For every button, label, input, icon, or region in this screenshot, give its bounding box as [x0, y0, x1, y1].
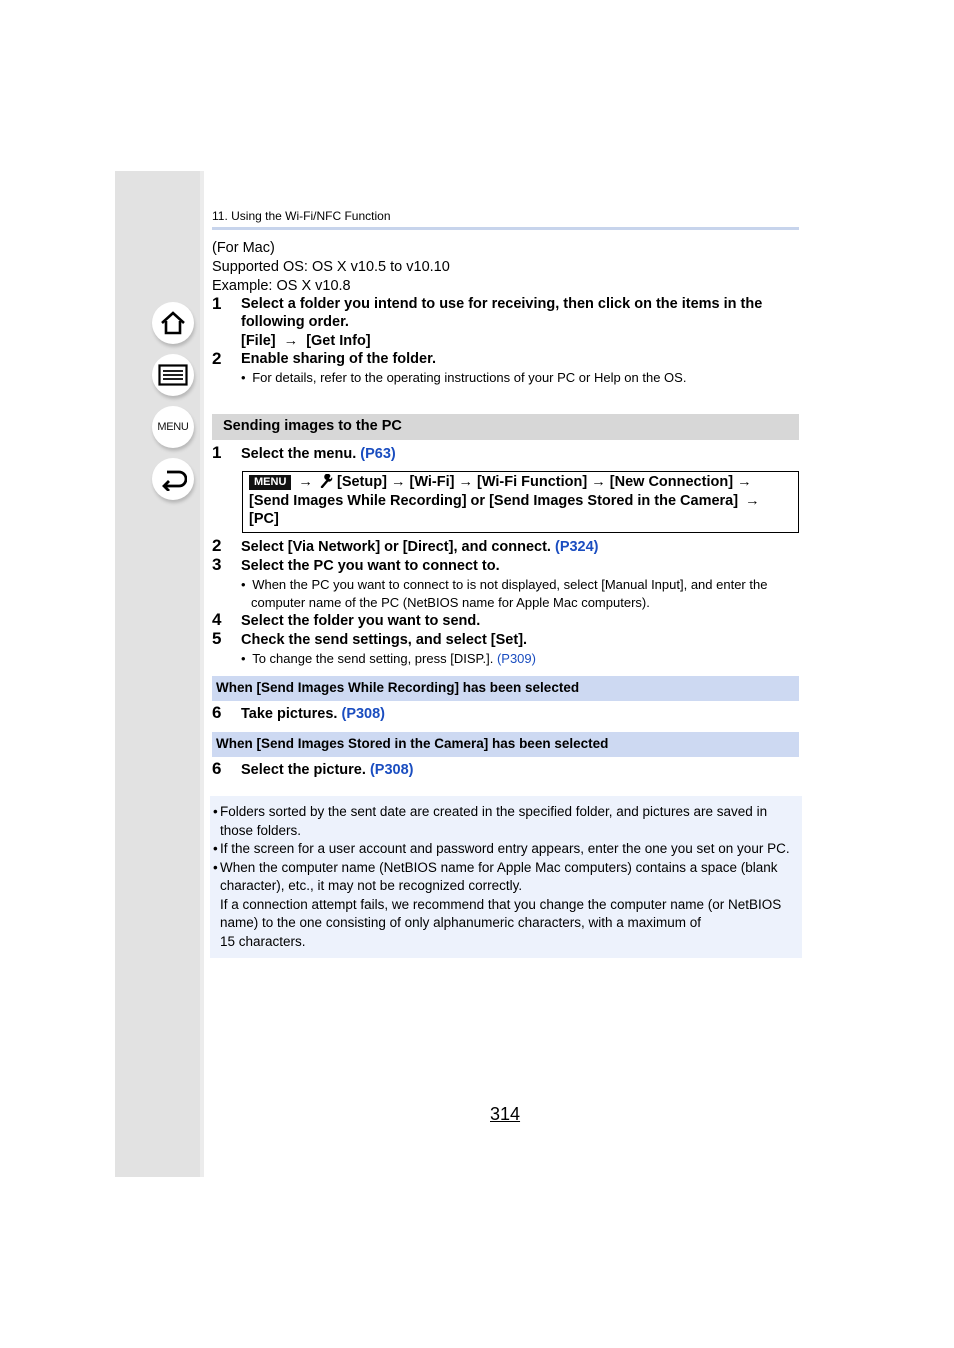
step-4-text: Select the folder you want to send.	[241, 613, 481, 629]
while-recording-bar	[212, 676, 799, 701]
notes-box	[210, 796, 802, 958]
note-text: those folders.	[220, 823, 302, 838]
step-6-text: Select the picture.	[241, 762, 366, 778]
wifi-function-menu: [Wi-Fi Function]	[477, 474, 588, 490]
arrow-icon: →	[298, 474, 313, 490]
mac-step-number: 1	[212, 294, 222, 313]
mac-step-2-bullet	[241, 370, 686, 385]
note-text: 15 characters.	[220, 934, 306, 949]
contents-button[interactable]	[152, 354, 194, 396]
step-3-text: Select the PC you want to connect to.	[241, 558, 500, 574]
arrow-icon: →	[737, 474, 752, 490]
stored-images-title: When [Send Images Stored in the Camera] has been selected	[216, 736, 609, 751]
stored-images-bar	[212, 732, 799, 757]
step-number: 5	[212, 629, 222, 648]
header-rule	[212, 227, 799, 230]
get-info-menu-item: [Get Info]	[306, 333, 371, 349]
step-5-bullet	[241, 651, 536, 666]
arrow-icon: →	[591, 474, 606, 490]
page-number: 314	[490, 1104, 521, 1124]
bullet: •	[213, 860, 218, 875]
list-icon	[158, 364, 188, 386]
bullet: •	[241, 577, 246, 592]
wifi-menu: [Wi-Fi]	[409, 474, 455, 490]
step-number: 4	[212, 610, 222, 629]
mac-supported-os: Supported OS: OS X v10.5 to v10.10	[212, 259, 450, 275]
while-recording-title: When [Send Images While Recording] has been selected	[216, 680, 580, 695]
page-link-p324[interactable]: (P324)	[554, 539, 599, 555]
chapter-header: 11. Using the Wi-Fi/NFC Function	[212, 209, 391, 223]
bullet: •	[241, 651, 246, 666]
arrow-icon: →	[745, 493, 760, 509]
note-text: If a connection attempt fails, we recommend that you change the computer name (or NetBIOS	[220, 897, 782, 912]
section-title: Sending images to the PC	[223, 418, 402, 434]
menu-path-line-2	[249, 493, 760, 509]
arrow-icon: →	[283, 333, 299, 349]
mac-step-1-text-cont: following order.	[241, 314, 349, 330]
step-number: 6	[212, 703, 222, 722]
setup-menu: [Setup]	[336, 474, 387, 490]
note-text: Folders sorted by the sent date are created in the specified folder, and pictures are saved in	[220, 804, 768, 819]
back-button[interactable]	[152, 458, 194, 500]
note-text: When the computer name (NetBIOS name for Apple Mac computers) contains a space (blank	[220, 860, 778, 875]
page-link-p63[interactable]: (P63)	[360, 446, 396, 462]
step-number: 3	[212, 555, 222, 574]
page-link-p308[interactable]: (P308)	[369, 762, 414, 778]
menu-path-line-1	[249, 474, 752, 490]
section-title-bar	[212, 414, 799, 440]
step-number: 6	[212, 759, 222, 778]
step-1-text: Select the menu.	[241, 446, 357, 462]
step-1	[241, 446, 396, 462]
bullet-text: When the PC you want to connect to is not displayed, select [Manual Input], and enter the	[252, 577, 768, 592]
step-6-take-pictures	[241, 706, 385, 722]
step-5-text: Check the send settings, and select [Set].	[241, 632, 528, 648]
wrench-icon	[320, 474, 333, 488]
bullet-text: For details, refer to the operating instructions of your PC or Help on the OS.	[252, 370, 687, 385]
pc-menu: [PC]	[249, 511, 279, 527]
bullet: •	[241, 370, 246, 385]
step-3-bullet	[241, 577, 767, 592]
mac-step-1-path	[241, 333, 371, 349]
menu-badge: MENU	[249, 475, 291, 490]
step-6-text: Take pictures.	[241, 706, 338, 722]
step-number: 2	[212, 536, 222, 555]
step-2-text: Select [Via Network] or [Direct], and connect.	[241, 539, 551, 555]
step-6-select-picture	[241, 762, 413, 778]
mac-step-number: 2	[212, 349, 222, 368]
bullet-text: To change the send setting, press [DISP.].	[252, 651, 494, 666]
arrow-icon: →	[390, 474, 406, 490]
mac-step-1-text: Select a folder you intend to use for receiving, then click on the items in the	[241, 296, 763, 312]
file-menu-item: [File]	[241, 333, 276, 349]
note-text: character), etc., it may not be recognized correctly.	[220, 878, 523, 893]
menu-path-box	[242, 471, 799, 533]
send-options-menu: [Send Images While Recording] or [Send Images Stored in the Camera]	[249, 493, 739, 509]
back-arrow-icon	[159, 467, 187, 491]
home-button[interactable]	[152, 302, 194, 344]
step-3-bullet-cont: computer name of the PC (NetBIOS name for Apple Mac computers).	[251, 595, 650, 610]
mac-heading: (For Mac)	[212, 240, 275, 256]
mac-example: Example: OS X v10.8	[212, 278, 351, 294]
menu-list-button[interactable]	[152, 406, 194, 448]
menu-label: MENU	[157, 421, 189, 433]
home-icon	[159, 310, 187, 336]
step-number: 1	[212, 443, 222, 462]
page-link-p309[interactable]: (P309)	[496, 651, 536, 666]
bullet: •	[213, 841, 218, 856]
step-2	[241, 539, 599, 555]
mac-step-2-text: Enable sharing of the folder.	[241, 351, 436, 367]
note-text: name) to the one consisting of only alphanumeric characters, with a maximum of	[220, 915, 701, 930]
note-text: If the screen for a user account and password entry appears, enter the one you set on your PC.	[220, 841, 790, 856]
arrow-icon: →	[458, 474, 473, 490]
page-link-p308[interactable]: (P308)	[341, 706, 386, 722]
new-connection-menu: [New Connection]	[609, 474, 734, 490]
side-nav-divider	[200, 171, 204, 1177]
bullet: •	[213, 804, 218, 819]
